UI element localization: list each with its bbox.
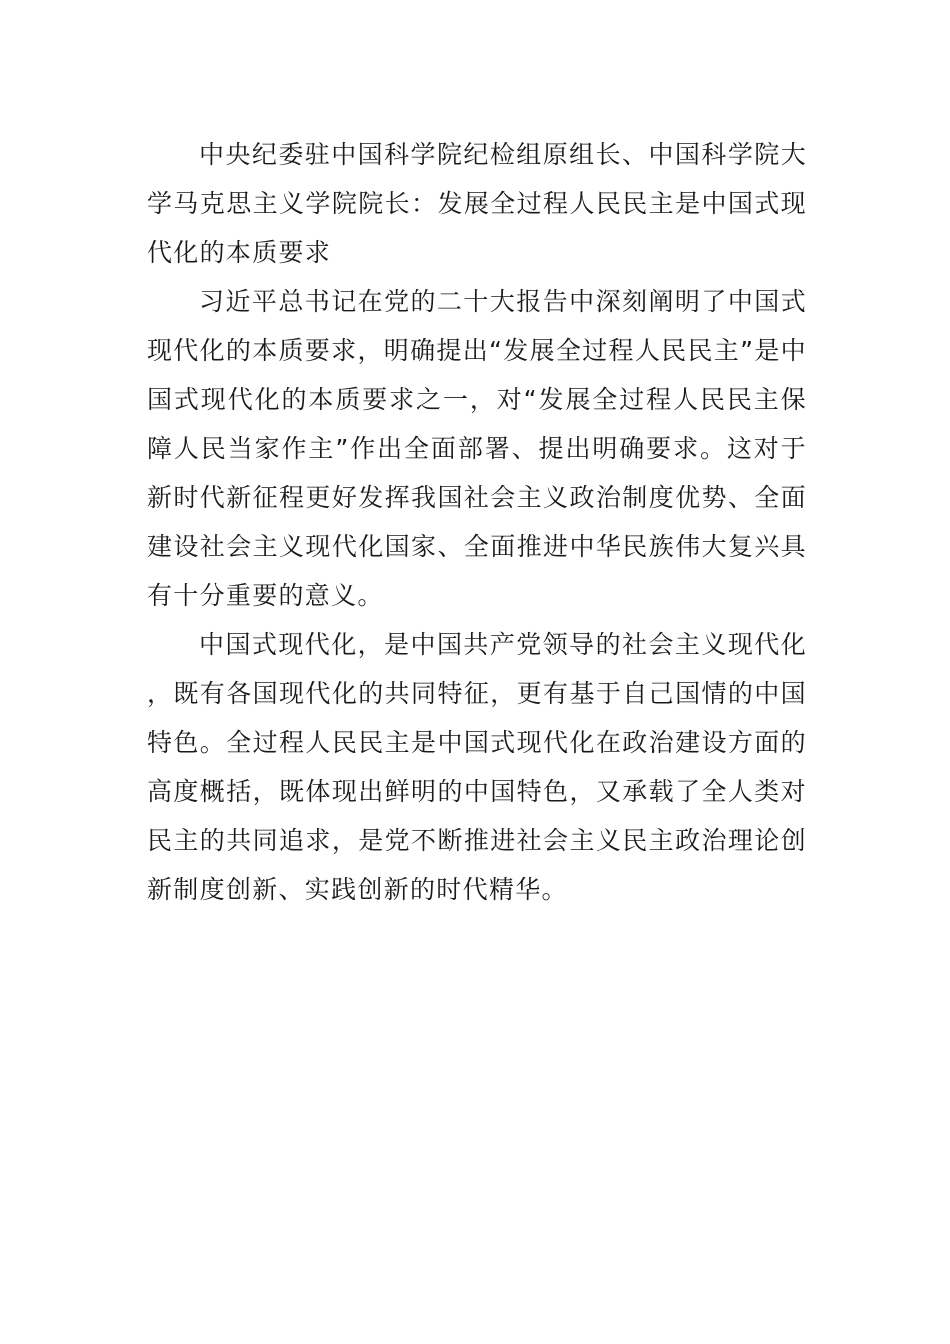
body-paragraph-2: 中国式现代化，是中国共产党领导的社会主义现代化，既有各国现代化的共同特征，更有基于自己国情的中国特色。全过程人民民主是中国式现代化在政治建设方面的高度概括，既体现出鲜明的中国特色，又承载了全人类对民主的共同追求，是党不断推进社会主义民主政治理论创新制度创新、实践创新的时代精华。: [147, 630, 807, 904]
heading-paragraph: 中央纪委驻中国科学院纪检组原组长、中国科学院大学马克思主义学院院长：发展全过程人民民主是中国式现代化的本质要求: [147, 140, 807, 267]
document-body: [147, 130, 807, 914]
body-paragraph-1: 习近平总书记在党的二十大报告中深刻阐明了中国式现代化的本质要求，明确提出“发展全过程人民民主”是中国式现代化的本质要求之一，对“发展全过程人民民主保障人民当家作主”作出全面部署、提出明确要求。这对于新时代新征程更好发挥我国社会主义政治制度优势、全面建设社会主义现代化国家、全面推进中华民族伟大复兴具有十分重要的意义。: [147, 287, 807, 610]
